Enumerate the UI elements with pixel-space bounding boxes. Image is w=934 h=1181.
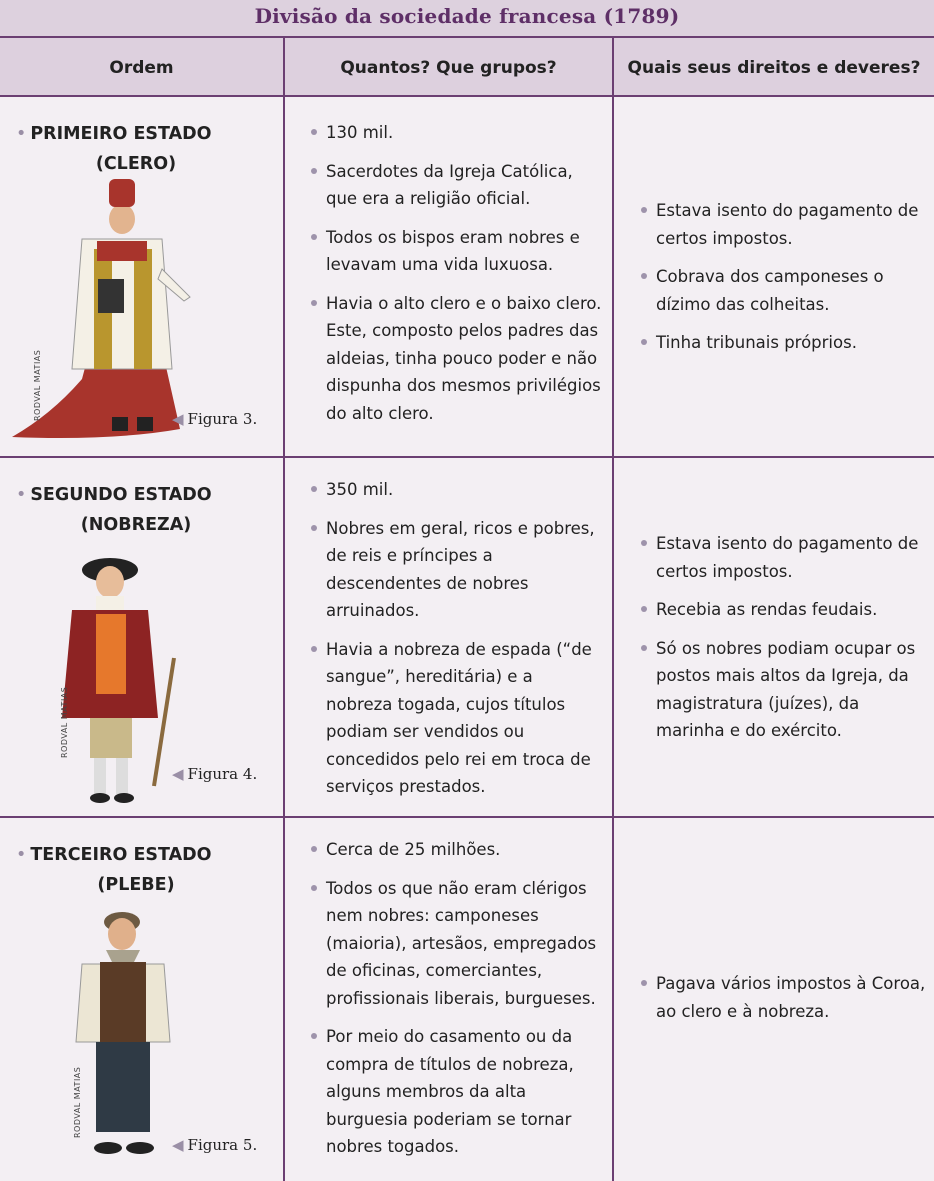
list-item: Havia a nobreza de espada (“de sangue”, hereditária) e a nobreza togada, cujos títulos podiam ser vendidos ou concedidos pelo rei em troca de serviços prestados. xyxy=(310,636,602,801)
order-title: • SEGUNDO ESTADO (NOBREZA) xyxy=(16,480,266,540)
order-title: • PRIMEIRO ESTADO (CLERO) xyxy=(16,119,266,179)
list-item: 130 mil. xyxy=(310,119,602,147)
pointer-left-icon: ◀ xyxy=(172,765,184,783)
list-item: Por meio do casamento ou da compra de títulos de nobreza, alguns membros da alta burguesia poderiam se tornar nobres togados. xyxy=(310,1023,602,1161)
list-item: Recebia as rendas feudais. xyxy=(640,596,920,624)
order-subtitle: (NOBREZA) xyxy=(80,515,192,535)
pointer-left-icon: ◀ xyxy=(172,410,184,428)
row-segundo-estado xyxy=(0,458,934,816)
header-quantos: Quantos? Que grupos? xyxy=(340,58,557,78)
figure-caption: ◀ Figura 4. xyxy=(172,765,258,783)
header-direitos: Quais seus direitos e deveres? xyxy=(627,58,921,78)
order-subtitle: (PLEBE) xyxy=(97,875,175,895)
figure-caption: ◀ Figura 5. xyxy=(172,1136,258,1154)
list-item: Estava isento do pagamento de certos impostos. xyxy=(640,530,920,585)
order-subtitle: (CLERO) xyxy=(95,154,177,174)
pointer-left-icon: ◀ xyxy=(172,1136,184,1154)
list-item: Havia o alto clero e o baixo clero. Este, composto pelos padres das aldeias, tinha pouco poder e não dispunha dos mesmos privilégios do alto clero. xyxy=(310,290,602,428)
artist-credit: RODVAL MATIAS xyxy=(73,1066,82,1138)
figure-caption: ◀ Figura 3. xyxy=(172,410,258,428)
groups-list xyxy=(310,119,602,438)
noble-figure-illustration xyxy=(50,548,190,806)
list-item: Estava isento do pagamento de certos impostos. xyxy=(640,197,920,252)
list-item: Todos os que não eram clérigos nem nobres: camponeses (maioria), artesãos, empregados de oficinas, comerciantes, profissionais liberais, burgueses. xyxy=(310,875,602,1013)
list-item: Cobrava dos camponeses o dízimo das colheitas. xyxy=(640,263,920,318)
groups-list xyxy=(310,836,602,1172)
rights-list xyxy=(640,970,930,1036)
list-item: Todos os bispos eram nobres e levavam uma vida luxuosa. xyxy=(310,224,602,279)
list-item: Cerca de 25 milhões. xyxy=(310,836,602,864)
commoner-figure-illustration xyxy=(70,902,180,1164)
row-terceiro-estado xyxy=(0,818,934,1181)
row-primeiro-estado xyxy=(0,97,934,456)
groups-list xyxy=(310,476,602,812)
order-title: • TERCEIRO ESTADO (PLEBE) xyxy=(16,840,266,900)
header-ordem: Ordem xyxy=(109,58,174,78)
list-item: Só os nobres podiam ocupar os postos mais altos da Igreja, da magistratura (juízes), da marinha e do exército. xyxy=(640,635,920,745)
artist-credit: RODVAL MATIAS xyxy=(33,349,42,421)
artist-credit: RODVAL MATIAS xyxy=(60,686,69,758)
table-title: Divisão da sociedade francesa (1789) xyxy=(254,4,680,28)
rights-list xyxy=(640,530,920,756)
list-item: Pagava vários impostos à Coroa, ao clero e à nobreza. xyxy=(640,970,930,1025)
order-name: SEGUNDO ESTADO xyxy=(30,485,212,505)
list-item: Tinha tribunais próprios. xyxy=(640,329,920,357)
order-name: TERCEIRO ESTADO xyxy=(30,845,212,865)
order-name: PRIMEIRO ESTADO xyxy=(30,124,212,144)
list-item: Sacerdotes da Igreja Católica, que era a religião oficial. xyxy=(310,158,602,213)
list-item: Nobres em geral, ricos e pobres, de reis e príncipes a descendentes de nobres arruinados. xyxy=(310,515,602,625)
list-item: 350 mil. xyxy=(310,476,602,504)
header-row xyxy=(0,38,934,97)
rights-list xyxy=(640,197,920,368)
